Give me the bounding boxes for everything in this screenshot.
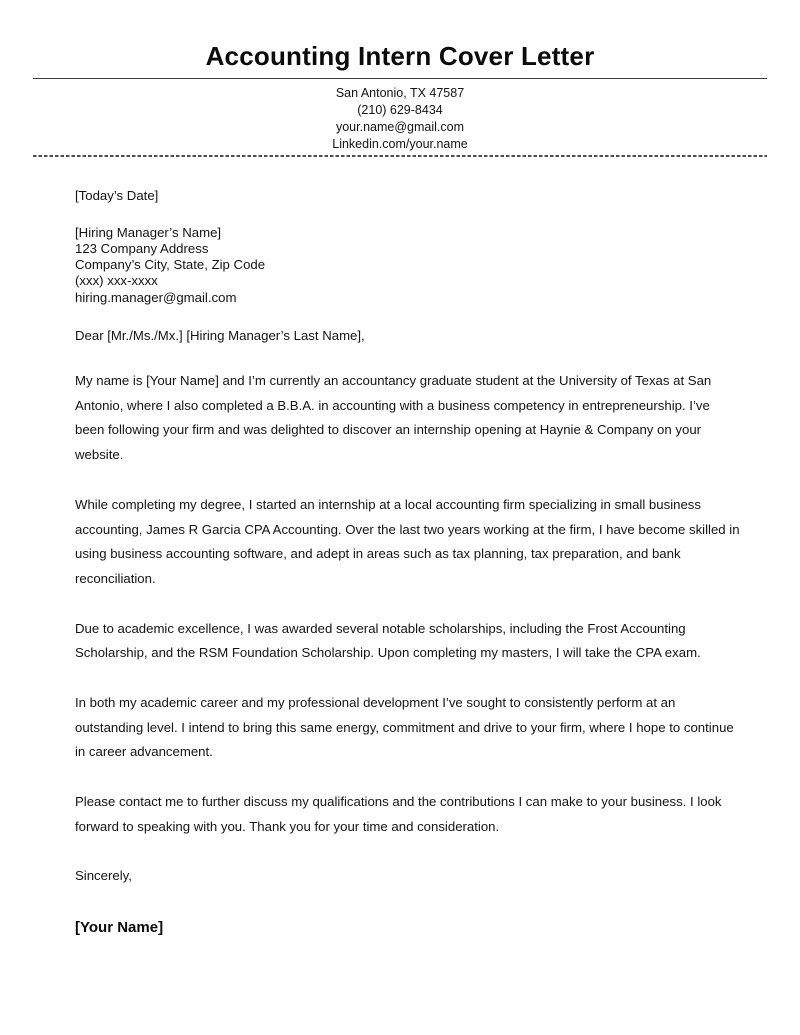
document-title: Accounting Intern Cover Letter xyxy=(205,41,595,71)
header-contact-block xyxy=(0,85,800,153)
paragraph-call-to-action: Please contact me to further discuss my qualifications and the contributions I can make to your business. I look forward to speaking with you. Thank you for your time and consideration. xyxy=(75,794,722,834)
paragraph-commitment: In both my academic career and my professional development I’ve sought to consistently perform at an outstanding level. I intend to bring this same energy, commitment and drive to your firm, where I hope to continue in career advancement. xyxy=(75,695,734,760)
header-divider-bottom xyxy=(33,155,767,157)
contact-location: San Antonio, TX 47587 xyxy=(335,86,465,100)
paragraph-experience: While completing my degree, I started an internship at a local accounting firm specializing in small business accounting, James R Garcia CPA Accounting. Over the last two years working at the firm, I have become skilled in using business accounting software, and adept in areas such as tax planning, tax preparation, and bank reconciliation. xyxy=(75,496,740,586)
contact-email: your.name@gmail.com xyxy=(335,120,464,134)
paragraph-scholarships: Due to academic excellence, I was awarded several notable scholarships, including the Frost Accounting Scholarship, and the RSM Foundation Scholarship. Upon completing my masters, I will take the CPA exam. xyxy=(75,620,701,661)
date-line: [Today’s Date] xyxy=(75,187,159,203)
contact-linkedin: Linkedin.com/your.name xyxy=(332,137,468,151)
paragraph-intro: My name is [Your Name] and I’m currently an accountancy graduate student at the University of Texas at San Antonio, where I also completed a B.B.A. in accounting with a business competency in entrepreneurship. I’ve been following your firm and was delighted to discover an internship opening at Haynie & Company on your website. xyxy=(75,372,712,463)
header-divider-top xyxy=(33,78,767,79)
signature-name: [Your Name] xyxy=(75,918,164,936)
contact-phone: (210) 629-8434 xyxy=(357,103,443,117)
recipient-email: hiring.manager@gmail.com xyxy=(75,289,237,305)
closing-line: Sincerely, xyxy=(75,867,132,883)
recipient-address: 123 Company Address xyxy=(75,240,209,256)
recipient-block xyxy=(75,225,740,306)
recipient-city-state-zip: Company’s City, State, Zip Code xyxy=(75,257,266,273)
recipient-phone: (xxx) xxx-xxxx xyxy=(75,273,158,289)
letter-body xyxy=(0,188,800,937)
recipient-name: [Hiring Manager’s Name] xyxy=(75,224,222,240)
salutation-line: Dear [Mr./Ms./Mx.] [Hiring Manager’s Last Name], xyxy=(75,327,365,343)
